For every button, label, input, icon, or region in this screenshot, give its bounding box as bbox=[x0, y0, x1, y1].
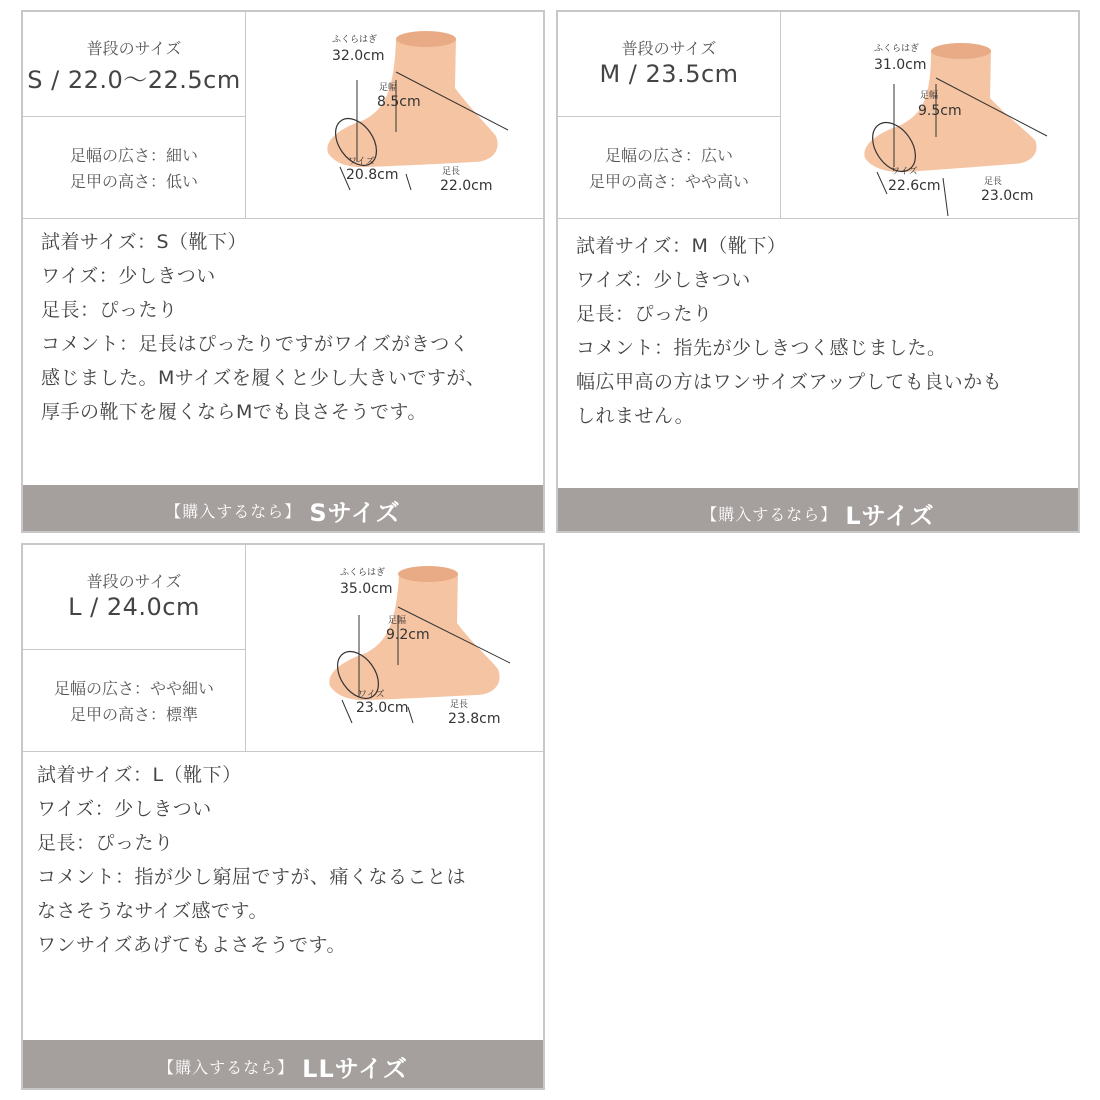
review-text bbox=[37, 758, 535, 962]
usual-size-label: 普段のサイズ bbox=[86, 39, 182, 58]
review-line: しれません。 bbox=[576, 405, 695, 427]
review-line: 試着サイズ：M（靴下） bbox=[576, 235, 787, 257]
ankle-opening-icon bbox=[931, 43, 991, 59]
size-review-card-m bbox=[556, 10, 1080, 533]
foot-length-tick bbox=[342, 700, 352, 723]
instep-height-feature: 足甲の高さ：低い bbox=[69, 172, 198, 191]
review-line: ワイズ：少しきつい bbox=[37, 798, 212, 820]
wise-label: ワイズ bbox=[358, 690, 385, 700]
foot-measurement-illustration bbox=[781, 12, 1080, 219]
review-section bbox=[23, 219, 545, 487]
foot-length-tick-2 bbox=[943, 178, 948, 216]
review-line: なさそうなサイズ感です。 bbox=[37, 900, 268, 922]
buy-recommendation-label: 【購入するなら】 bbox=[158, 1058, 295, 1077]
foot-feature-list bbox=[23, 676, 245, 728]
review-section bbox=[23, 752, 545, 1042]
foot-width-feature: 足幅の広さ：やや細い bbox=[53, 679, 214, 698]
review-section bbox=[558, 219, 1080, 487]
usual-size-value: L / 24.0cm bbox=[68, 593, 200, 621]
foot-width-feature: 足幅の広さ：細い bbox=[69, 146, 198, 165]
review-line: 感じました。Mサイズを履くと少し大きいですが、 bbox=[41, 367, 486, 389]
foot-feature-cell bbox=[23, 650, 246, 752]
review-text bbox=[41, 225, 535, 429]
foot-length-tick bbox=[877, 172, 887, 194]
review-line: ワイズ：少しきつい bbox=[576, 269, 751, 291]
review-text bbox=[576, 229, 1070, 433]
buy-recommendation-label: 【購入するなら】 bbox=[165, 502, 302, 521]
calf-value: 32.0cm bbox=[332, 48, 385, 64]
foot-feature-list bbox=[558, 143, 780, 195]
foot-figure-cell bbox=[781, 12, 1080, 219]
length-value: 22.0cm bbox=[440, 178, 493, 194]
review-line: ワイズ：少しきつい bbox=[41, 265, 216, 287]
usual-size-cell bbox=[558, 12, 781, 117]
usual-size-label: 普段のサイズ bbox=[621, 39, 717, 58]
review-line: ワンサイズあげてもよさそうです。 bbox=[37, 934, 346, 956]
review-line: 足長：ぴったり bbox=[41, 299, 178, 321]
calf-value: 35.0cm bbox=[340, 581, 393, 597]
usual-size-label: 普段のサイズ bbox=[86, 572, 182, 591]
length-label: 足長 bbox=[984, 177, 1003, 187]
usual-size-cell bbox=[23, 545, 246, 650]
foot-figure-cell bbox=[246, 12, 545, 219]
review-line: 足長：ぴったり bbox=[37, 832, 174, 854]
calf-label: ふくらはぎ bbox=[340, 568, 386, 578]
wise-label: ワイズ bbox=[891, 167, 918, 177]
wise-value: 20.8cm bbox=[346, 167, 399, 183]
foot-measurement-illustration bbox=[246, 12, 545, 219]
foot-measurement-illustration bbox=[246, 545, 545, 752]
review-line: コメント：指が少し窮屈ですが、痛くなることは bbox=[37, 866, 467, 888]
calf-label: ふくらはぎ bbox=[332, 35, 378, 45]
width-value: 9.2cm bbox=[386, 627, 430, 643]
instep-height-feature: 足甲の高さ：やや高い bbox=[588, 172, 749, 191]
size-review-card-l bbox=[21, 543, 545, 1090]
foot-feature-cell bbox=[558, 117, 781, 219]
instep-height-feature: 足甲の高さ：標準 bbox=[69, 705, 198, 724]
foot-length-tick-2 bbox=[408, 707, 413, 723]
foot-feature-cell bbox=[23, 117, 246, 219]
review-line: コメント：足長はぴったりですがワイズがきつく bbox=[41, 333, 470, 355]
wise-value: 22.6cm bbox=[888, 178, 941, 194]
width-value: 8.5cm bbox=[377, 94, 421, 110]
foot-feature-list bbox=[23, 143, 245, 195]
review-line: 試着サイズ：L（靴下） bbox=[37, 764, 242, 786]
buy-recommendation-bar bbox=[23, 1040, 543, 1088]
wise-value: 23.0cm bbox=[356, 700, 409, 716]
size-review-card-s bbox=[21, 10, 545, 533]
width-label: 足幅 bbox=[920, 91, 939, 101]
foot-length-tick-2 bbox=[406, 174, 411, 190]
length-label: 足長 bbox=[450, 700, 469, 710]
review-line: コメント：指先が少しきつく感じました。 bbox=[576, 337, 947, 359]
width-value: 9.5cm bbox=[918, 103, 962, 119]
length-value: 23.0cm bbox=[981, 188, 1034, 204]
ankle-opening-icon bbox=[396, 31, 456, 47]
width-label: 足幅 bbox=[388, 616, 407, 626]
width-label: 足幅 bbox=[379, 83, 398, 93]
buy-recommendation-bar bbox=[23, 485, 543, 531]
length-value: 23.8cm bbox=[448, 711, 501, 727]
usual-size-value: S / 22.0〜22.5cm bbox=[27, 66, 241, 94]
ankle-opening-icon bbox=[398, 566, 458, 582]
review-line: 幅広甲高の方はワンサイズアップしても良いかも bbox=[576, 371, 1003, 393]
review-line: 足長：ぴったり bbox=[576, 303, 713, 325]
buy-recommendation-size: LLサイズ bbox=[302, 1055, 408, 1083]
buy-recommendation-size: Lサイズ bbox=[845, 502, 935, 530]
review-line: 試着サイズ：S（靴下） bbox=[41, 231, 248, 253]
buy-recommendation-size: Sサイズ bbox=[309, 499, 401, 527]
buy-recommendation-label: 【購入するなら】 bbox=[701, 505, 838, 524]
foot-width-feature: 足幅の広さ：広い bbox=[604, 146, 733, 165]
review-line: 厚手の靴下を履くならMでも良さそうです。 bbox=[41, 401, 427, 423]
buy-recommendation-bar bbox=[558, 488, 1078, 531]
foot-figure-cell bbox=[246, 545, 545, 752]
usual-size-cell bbox=[23, 12, 246, 117]
calf-value: 31.0cm bbox=[874, 57, 927, 73]
length-label: 足長 bbox=[442, 167, 461, 177]
usual-size-value: M / 23.5cm bbox=[599, 60, 739, 88]
wise-label: ワイズ bbox=[348, 157, 375, 167]
calf-label: ふくらはぎ bbox=[874, 44, 920, 54]
